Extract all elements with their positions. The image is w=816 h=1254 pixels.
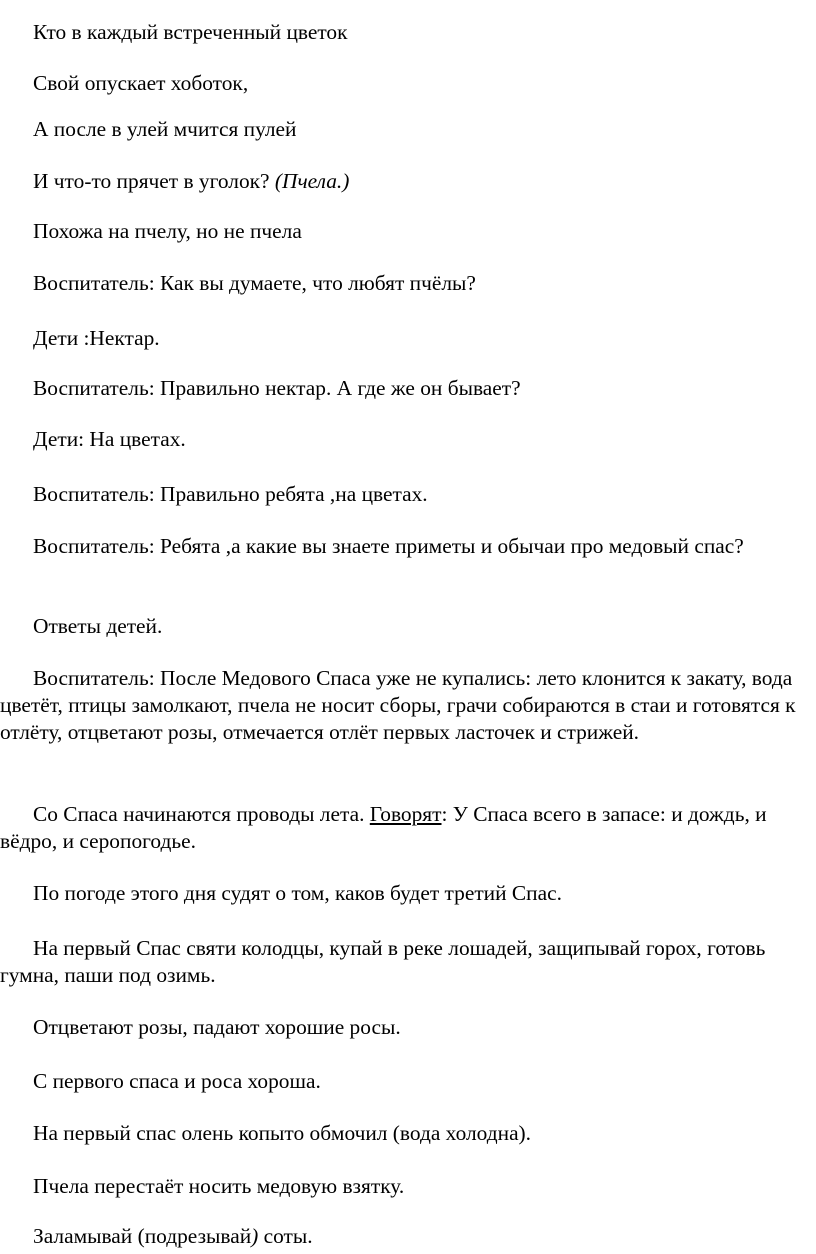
paragraph-11: Воспитатель: Ребята ,а какие вы знаете приметы и обычаи про медовый спас? <box>33 534 744 558</box>
paragraph-2: Свой опускает хоботок, <box>33 71 249 95</box>
paragraph-14-before: Со Спаса начинаются проводы лета. <box>33 802 370 826</box>
paragraph-12: Ответы детей. <box>33 614 163 638</box>
paragraph-17: Отцветают розы, падают хорошие росы. <box>33 1015 401 1039</box>
paragraph-18: С первого спаса и роса хороша. <box>33 1069 321 1093</box>
paragraph-6: Воспитатель: Как вы думаете, что любят пчёлы? <box>33 271 476 295</box>
paragraph-8: Воспитатель: Правильно нектар. А где же он бывает? <box>33 376 521 400</box>
paragraph-14 <box>0 801 806 855</box>
paragraph-16: На первый Спас святи колодцы, купай в реке лошадей, защипывай горох, готовь гумна, паши под озимь. <box>0 936 766 987</box>
paragraph-4 <box>0 168 806 195</box>
paragraph-1: Кто в каждый встреченный цветок <box>33 20 348 44</box>
paragraph-19: На первый спас олень копыто обмочил (вода холодна). <box>33 1121 532 1145</box>
paragraph-4-text: И что-то прячет в уголок? <box>33 169 275 193</box>
paragraph-10: Воспитатель: Правильно ребята ,на цветах. <box>33 482 428 506</box>
paragraph-15: По погоде этого дня судят о том, каков будет третий Спас. <box>33 881 562 905</box>
paragraph-13: Воспитатель: После Медового Спаса уже не купались: лето клонится к закату, вода цветёт, птицы замолкают, пчела не носит сборы, грачи собираются в стаи и готовятся к отлёту, отцветают розы, отмечается отлёт первых ласточек и стрижей. <box>0 666 796 744</box>
paragraph-9: Дети: На цветах. <box>33 427 186 451</box>
paragraph-20: Пчела перестаёт носить медовую взятку. <box>33 1174 405 1198</box>
paragraph-3: А после в улей мчится пулей <box>33 117 297 141</box>
paragraph-21 <box>0 1223 806 1250</box>
paragraph-14-after: : У Спаса всего в запасе: и дождь, и вёдро, и серопогодье. <box>0 802 767 853</box>
paragraph-4-answer: (Пчела.) <box>274 169 350 193</box>
paragraph-21-after: соты. <box>258 1224 313 1248</box>
paragraph-21-italic: ) <box>251 1224 259 1248</box>
paragraph-7: Дети :Нектар. <box>33 326 160 350</box>
paragraph-14-underlined: Говорят <box>369 802 442 826</box>
paragraph-5: Похожа на пчелу, но не пчела <box>33 219 302 243</box>
paragraph-21-before: Заламывай (подрезывай <box>33 1224 252 1248</box>
